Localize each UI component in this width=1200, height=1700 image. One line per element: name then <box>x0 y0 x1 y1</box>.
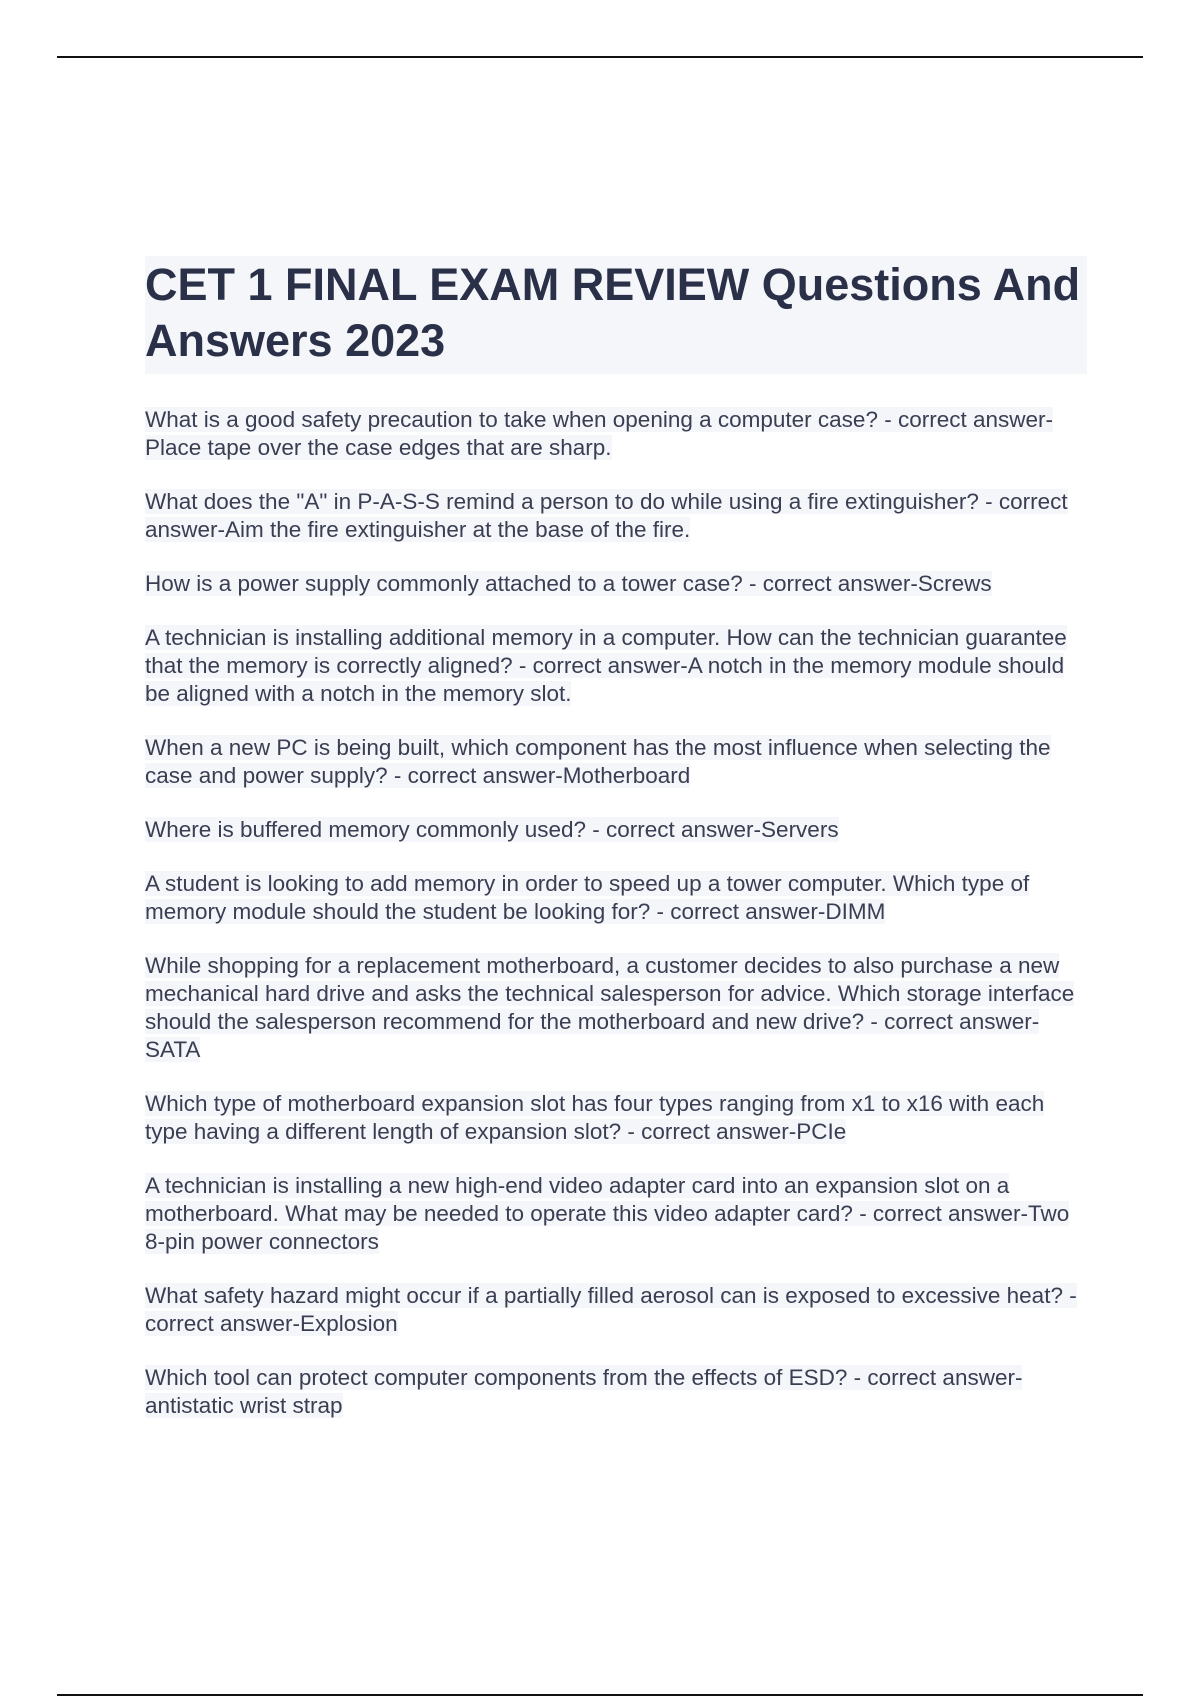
qa-text: Which tool can protect computer components from the effects of ESD? - correct answer-antistatic wrist strap <box>145 1365 1023 1418</box>
qa-text: Where is buffered memory commonly used? - correct answer-Servers <box>145 817 839 842</box>
top-rule <box>57 56 1143 58</box>
qa-text: What does the "A" in P-A-S-S remind a person to do while using a fire extinguisher? - correct answer-Aim the fire extinguisher at the base of the fire. <box>145 489 1068 542</box>
qa-text: A technician is installing additional memory in a computer. How can the technician guarantee that the memory is correctly aligned? - correct answer-A notch in the memory module should be aligned with a notch in the memory slot. <box>145 625 1067 706</box>
qa-item <box>145 870 1087 926</box>
qa-item <box>145 570 1087 598</box>
qa-text: A technician is installing a new high-end video adapter card into an expansion slot on a motherboard. What may be needed to operate this video adapter card? - correct answer-Two 8-pin power connectors <box>145 1173 1070 1254</box>
qa-list <box>145 406 1087 1420</box>
qa-text: Which type of motherboard expansion slot has four types ranging from x1 to x16 with each type having a different length of expansion slot? - correct answer-PCIe <box>145 1091 1045 1144</box>
document-title: CET 1 FINAL EXAM REVIEW Questions And Answers 2023 <box>145 256 1087 374</box>
qa-item <box>145 734 1087 790</box>
qa-item <box>145 1090 1087 1146</box>
qa-item <box>145 816 1087 844</box>
qa-item <box>145 488 1087 544</box>
qa-item <box>145 1364 1087 1420</box>
qa-text: How is a power supply commonly attached to a tower case? - correct answer-Screws <box>145 571 992 596</box>
qa-text: When a new PC is being built, which component has the most influence when selecting the case and power supply? - correct answer-Motherboard <box>145 735 1051 788</box>
qa-item <box>145 1172 1087 1256</box>
qa-text: A student is looking to add memory in order to speed up a tower computer. Which type of memory module should the student be looking for? - correct answer-DIMM <box>145 871 1030 924</box>
qa-text: While shopping for a replacement motherboard, a customer decides to also purchase a new mechanical hard drive and asks the technical salesperson for advice. Which storage interface should the salesperson recommend for the motherboard and new drive? - correct answer-SATA <box>145 953 1075 1062</box>
qa-text: What is a good safety precaution to take when opening a computer case? - correct answer-Place tape over the case edges that are sharp. <box>145 407 1053 460</box>
qa-item <box>145 1282 1087 1338</box>
bottom-rule <box>57 1694 1143 1696</box>
document-body <box>145 256 1087 1446</box>
qa-text: What safety hazard might occur if a partially filled aerosol can is exposed to excessive heat? - correct answer-Explosion <box>145 1283 1077 1336</box>
qa-item <box>145 952 1087 1064</box>
qa-item <box>145 624 1087 708</box>
qa-item <box>145 406 1087 462</box>
